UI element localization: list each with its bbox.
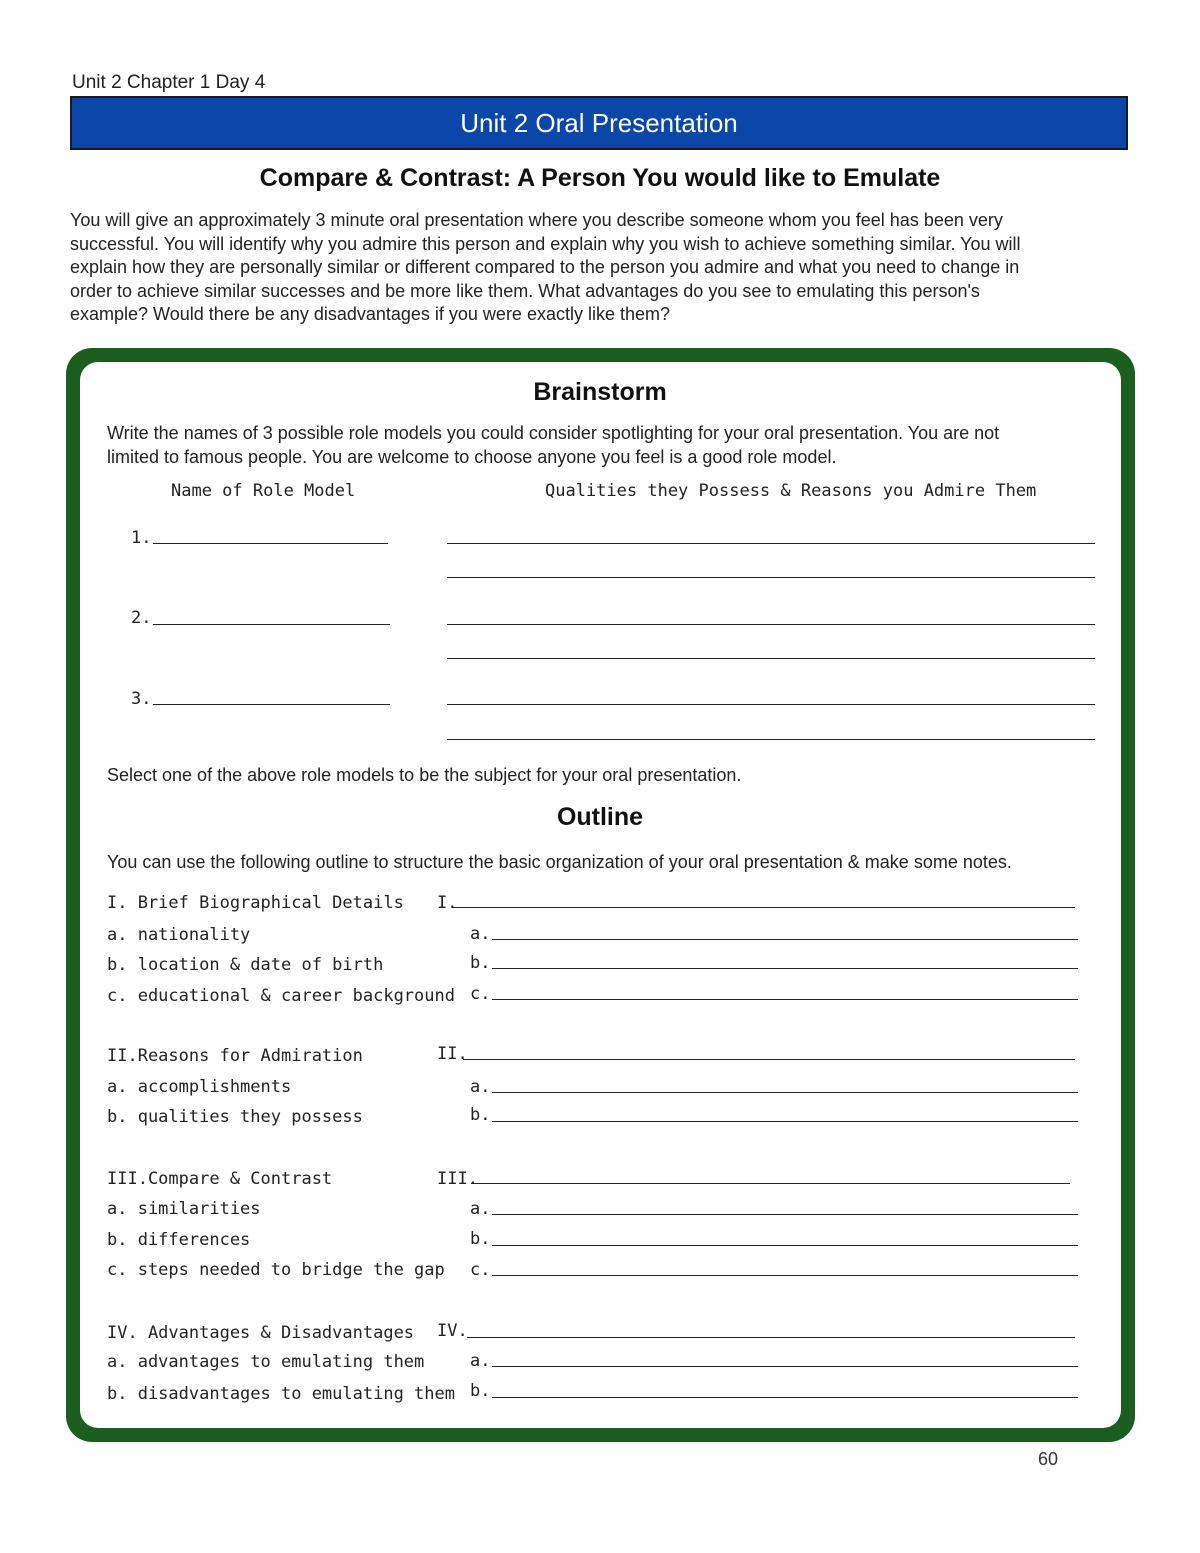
- qualities-field[interactable]: [447, 739, 1095, 740]
- outline-title: Outline: [556, 803, 644, 831]
- outline-field[interactable]: [463, 1059, 1075, 1060]
- outline-field[interactable]: [467, 1337, 1075, 1338]
- outline-marker: c.: [470, 1260, 491, 1280]
- outline-subitem: b. differences: [107, 1230, 251, 1250]
- outline-field[interactable]: [492, 1275, 1078, 1276]
- outline-subitem: b. location & date of birth: [107, 955, 384, 975]
- qualities-field[interactable]: [447, 658, 1095, 659]
- outline-marker: III.: [437, 1169, 478, 1189]
- qualities-field[interactable]: [447, 704, 1095, 705]
- instruction-line: Write the names of 3 possible role models you could consider spotlighting for your oral presentation. You are not: [107, 423, 1000, 443]
- outline-marker: I.: [437, 893, 458, 913]
- outline-field[interactable]: [492, 1092, 1078, 1093]
- outline-heading: I. Brief Biographical Details: [107, 893, 404, 913]
- page-title: Compare & Contrast: A Person You would like to Emulate: [259, 164, 941, 192]
- outline-field[interactable]: [471, 1183, 1070, 1184]
- outline-subitem: c. educational & career background: [107, 986, 455, 1006]
- page-number: 60: [1038, 1449, 1059, 1469]
- select-instruction: Select one of the above role models to be the subject for your oral presentation.: [107, 765, 742, 785]
- outline-subitem: a. advantages to emulating them: [107, 1352, 425, 1372]
- column-header-name: Name of Role Model: [171, 481, 356, 501]
- outline-subitem: a. nationality: [107, 925, 251, 945]
- outline-field[interactable]: [492, 1214, 1078, 1215]
- intro-line: You will give an approximately 3 minute oral presentation where you describe someone whom you feel has been very: [70, 210, 1003, 230]
- outline-subitem: b. qualities they possess: [107, 1107, 363, 1127]
- qualities-field[interactable]: [447, 624, 1095, 625]
- outline-marker: a.: [470, 1351, 491, 1371]
- role-model-name-field[interactable]: [153, 543, 388, 544]
- outline-field[interactable]: [492, 1366, 1078, 1367]
- outline-field[interactable]: [492, 939, 1078, 940]
- intro-line: order to achieve similar successes and be more like them. What advantages do you see to emulating this person's: [70, 280, 980, 301]
- outline-subitem: a. accomplishments: [107, 1077, 292, 1097]
- intro-line: explain how they are personally similar or different compared to the person you admire and what you need to change in: [70, 257, 1020, 278]
- qualities-field[interactable]: [447, 543, 1095, 544]
- outline-heading: II.Reasons for Admiration: [107, 1046, 363, 1066]
- brainstorm-title: Brainstorm: [533, 378, 667, 406]
- brainstorm-instructions: [107, 421, 1107, 469]
- outline-marker: IV.: [437, 1321, 468, 1341]
- qualities-field[interactable]: [447, 577, 1095, 578]
- role-model-number: 3.: [131, 689, 152, 709]
- outline-instructions: You can use the following outline to structure the basic organization of your oral presentation & make some notes.: [107, 852, 1012, 872]
- outline-field[interactable]: [492, 968, 1078, 969]
- outline-heading: III.Compare & Contrast: [107, 1169, 333, 1189]
- outline-field[interactable]: [492, 999, 1078, 1000]
- column-header-qualities: Qualities they Possess & Reasons you Admire Them: [545, 481, 1037, 501]
- role-model-number: 1.: [131, 528, 152, 548]
- outline-field[interactable]: [453, 907, 1075, 908]
- intro-paragraph: [70, 209, 1132, 327]
- instruction-line: limited to famous people. You are welcome to choose anyone you feel is a good role model.: [107, 447, 837, 467]
- outline-marker: a.: [470, 924, 491, 944]
- outline-marker: a.: [470, 1077, 491, 1097]
- outline-marker: c.: [470, 984, 491, 1004]
- unit-day-label: Unit 2 Chapter 1 Day 4: [72, 72, 266, 93]
- intro-line: successful. You will identify why you admire this person and explain why you wish to achieve something similar. You will: [70, 233, 1021, 254]
- outline-heading: IV. Advantages & Disadvantages: [107, 1323, 415, 1343]
- outline-subitem: b. disadvantages to emulating them: [107, 1384, 455, 1404]
- outline-marker: b.: [470, 1229, 491, 1249]
- outline-subitem: a. similarities: [107, 1199, 261, 1219]
- outline-marker: II.: [437, 1044, 468, 1064]
- outline-marker: b.: [470, 1381, 491, 1401]
- title-banner: Unit 2 Oral Presentation: [70, 96, 1128, 150]
- outline-field[interactable]: [492, 1245, 1078, 1246]
- intro-line: example? Would there be any disadvantages if you were exactly like them?: [70, 304, 671, 325]
- outline-marker: b.: [470, 953, 491, 973]
- outline-field[interactable]: [492, 1121, 1078, 1122]
- role-model-name-field[interactable]: [153, 624, 390, 625]
- outline-field[interactable]: [492, 1397, 1078, 1398]
- outline-subitem: c. steps needed to bridge the gap: [107, 1260, 445, 1280]
- outline-marker: a.: [470, 1199, 491, 1219]
- outline-marker: b.: [470, 1105, 491, 1125]
- role-model-number: 2.: [131, 608, 152, 628]
- role-model-name-field[interactable]: [153, 704, 390, 705]
